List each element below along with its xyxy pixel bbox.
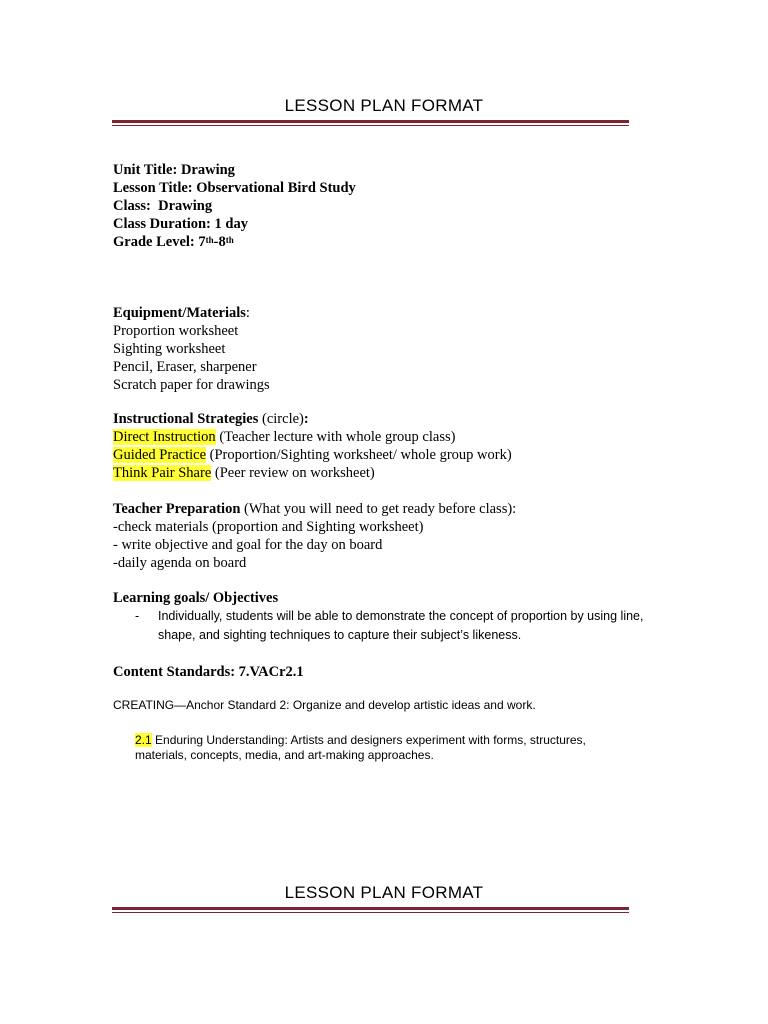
content-standards-heading: Content Standards: 7.VACr2.1 bbox=[113, 664, 304, 680]
learning-goal-item bbox=[135, 607, 655, 645]
prep-item: -check materials (proportion and Sighting worksheet) bbox=[113, 519, 424, 535]
equipment-heading: Equipment/Materials: bbox=[113, 305, 250, 321]
grade-level-line: Grade Level: 7th-8th bbox=[113, 234, 234, 250]
list-dash: - bbox=[135, 609, 140, 623]
equipment-item: Proportion worksheet bbox=[113, 323, 239, 339]
equipment-item: Sighting worksheet bbox=[113, 341, 226, 357]
strategy-item: Think Pair Share (Peer review on worksheet) bbox=[113, 465, 375, 481]
strategies-section bbox=[113, 410, 512, 482]
equipment-section bbox=[113, 304, 270, 394]
page-title: LESSON PLAN FORMAT bbox=[284, 96, 484, 115]
equipment-item: Pencil, Eraser, sharpener bbox=[113, 359, 257, 375]
prep-item: - write objective and goal for the day on board bbox=[113, 537, 383, 553]
strategy-item: Direct Instruction (Teacher lecture with whole group class) bbox=[113, 429, 456, 445]
unit-title-line: Unit Title: Drawing bbox=[113, 162, 235, 178]
header-rule-thin-2 bbox=[112, 912, 629, 913]
enduring-understanding: 2.1 Enduring Understanding: Artists and designers experiment with forms, structures, materials, concepts, media, and art-making approaches. bbox=[135, 733, 586, 762]
prep-item: -daily agenda on board bbox=[113, 555, 247, 571]
class-duration-line: Class Duration: 1 day bbox=[113, 216, 248, 232]
learning-goals-heading: Learning goals/ Objectives bbox=[113, 590, 279, 606]
equipment-item: Scratch paper for drawings bbox=[113, 377, 270, 393]
header-rule-thick bbox=[112, 120, 629, 123]
class-line: Class: Drawing bbox=[113, 198, 213, 214]
header-rule-thick-2 bbox=[112, 907, 629, 910]
learning-goal-text: Individually, students will be able to demonstrate the concept of proportion by using line, shape, and sighting techniques to capture their subject’s likeness. bbox=[158, 609, 644, 642]
strategy-item: Guided Practice (Proportion/Sighting worksheet/ whole group work) bbox=[113, 447, 512, 463]
header-rule-thin bbox=[112, 125, 629, 126]
lesson-info bbox=[113, 161, 356, 251]
teacher-prep-section bbox=[113, 500, 516, 572]
teacher-prep-heading: Teacher Preparation (What you will need to get ready before class): bbox=[113, 501, 517, 517]
strategies-heading: Instructional Strategies (circle): bbox=[113, 411, 309, 427]
lesson-title-line: Lesson Title: Observational Bird Study bbox=[113, 180, 356, 196]
page-title-2: LESSON PLAN FORMAT bbox=[284, 883, 484, 902]
anchor-standard: CREATING—Anchor Standard 2: Organize and develop artistic ideas and work. bbox=[113, 698, 536, 712]
